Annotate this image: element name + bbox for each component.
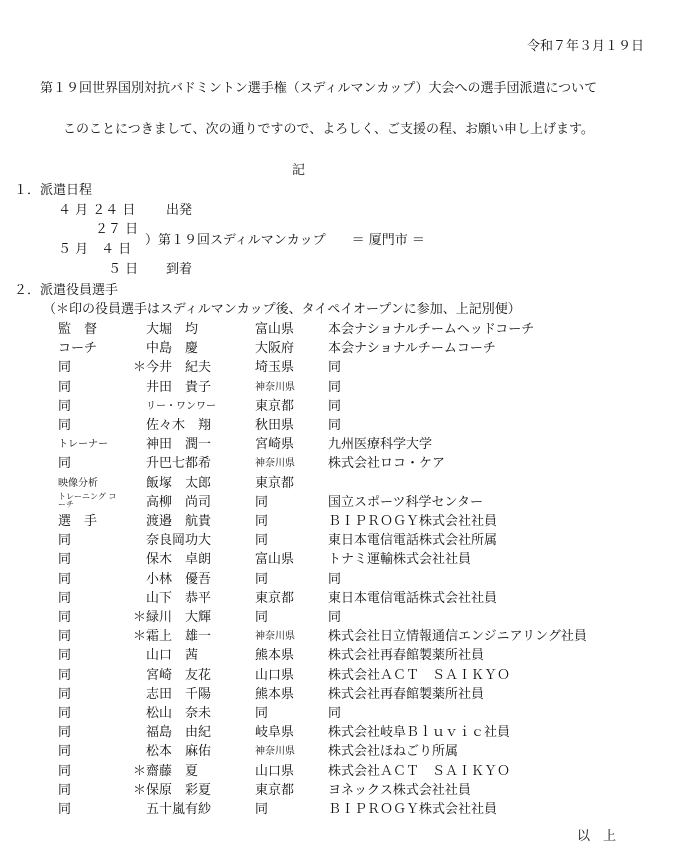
member-affiliation: ＢＩＰＲＯＧＹ株式会社社員 (328, 514, 498, 529)
member-affiliation: 株式会社ほねごり所属 (328, 744, 459, 759)
members-heading: ２．派遣役員選手 (14, 283, 119, 298)
member-affiliation: 九州医療科学大学 (328, 437, 433, 452)
member-role: トレーナー (58, 439, 108, 450)
document-date: 令和７年３月１９日 (527, 39, 645, 54)
member-affiliation: 同 (328, 572, 342, 587)
member-name: 宮崎 友花 (146, 668, 212, 683)
member-name: 高柳 尚司 (146, 495, 212, 510)
star-mark: ＊ (133, 360, 147, 375)
closing-text: 以 上 (577, 829, 617, 844)
member-role: トレーニング コーチ (58, 492, 117, 509)
member-row (0, 764, 688, 779)
member-row (0, 706, 688, 721)
member-name: 渡邉 航貴 (146, 514, 212, 529)
member-prefecture: 熊本県 (255, 687, 295, 702)
member-role: 同 (58, 725, 72, 740)
member-role: 同 (58, 648, 72, 663)
member-name: 大堀 均 (146, 322, 199, 337)
member-prefecture: 同 (255, 572, 269, 587)
member-affiliation: 株式会社ＡＣＴ ＳＡＩＫＹＯ (328, 764, 511, 779)
member-prefecture: 山口県 (255, 764, 295, 779)
member-name: 霜上 雄一 (146, 629, 212, 644)
member-prefecture: 熊本県 (255, 648, 295, 663)
member-row (0, 725, 688, 740)
member-name: 五十嵐有紗 (146, 802, 212, 817)
member-affiliation: 株式会社ＡＣＴ ＳＡＩＫＹＯ (328, 668, 511, 683)
member-affiliation: 同 (328, 360, 342, 375)
schedule-label-arrival: 到着 (166, 262, 193, 277)
member-row (0, 360, 688, 375)
member-prefecture: 東京都 (255, 591, 295, 606)
member-affiliation: 株式会社再春館製薬所社員 (328, 687, 485, 702)
member-name: 飯塚 太郎 (146, 476, 212, 491)
member-row (0, 514, 688, 529)
member-role: 同 (58, 744, 72, 759)
member-affiliation: ＢＩＰＲＯＧＹ株式会社社員 (328, 802, 498, 817)
member-role: 選 手 (58, 514, 98, 529)
member-affiliation: トナミ運輸株式会社社員 (328, 552, 472, 567)
member-role: 同 (58, 399, 72, 414)
member-name: 山下 恭平 (146, 591, 212, 606)
member-row (0, 744, 688, 759)
member-prefecture: 同 (255, 802, 269, 817)
member-name: 保木 卓朗 (146, 552, 212, 567)
ki-heading: 記 (292, 163, 306, 178)
member-affiliation: 同 (328, 380, 342, 395)
member-name: 山口 茜 (146, 648, 199, 663)
member-row (0, 668, 688, 683)
member-prefecture: 同 (255, 706, 269, 721)
member-affiliation: 東日本電信電話株式会社所属 (328, 533, 498, 548)
member-row (0, 476, 688, 491)
member-row (0, 380, 688, 395)
member-prefecture: 東京都 (255, 476, 295, 491)
member-role: 同 (58, 360, 72, 375)
member-affiliation: 株式会社再春館製薬所社員 (328, 648, 485, 663)
member-row (0, 399, 688, 414)
member-row (0, 610, 688, 625)
member-name: 小林 優吾 (146, 572, 212, 587)
schedule-heading: １．派遣日程 (14, 183, 93, 198)
member-name: 神田 潤一 (146, 437, 212, 452)
member-role: 同 (58, 629, 72, 644)
member-role: 同 (58, 552, 72, 567)
member-prefecture: 富山県 (255, 322, 295, 337)
member-row (0, 533, 688, 548)
member-affiliation: 東日本電信電話株式会社社員 (328, 591, 498, 606)
member-role: 同 (58, 802, 72, 817)
star-mark: ＊ (133, 764, 147, 779)
schedule-date-2: ２７ 日 (95, 222, 139, 237)
member-prefecture: 東京都 (255, 399, 295, 414)
member-name: 保原 彩夏 (146, 783, 212, 798)
member-row (0, 648, 688, 663)
member-role: 同 (58, 610, 72, 625)
member-name: 奈良岡功大 (146, 533, 212, 548)
member-name: 松山 奈未 (146, 706, 212, 721)
member-row (0, 629, 688, 644)
member-row (0, 687, 688, 702)
schedule-date-3: ５ 月 ４ 日 (58, 242, 132, 257)
member-prefecture: 同 (255, 495, 269, 510)
member-name: 井田 貴子 (146, 380, 212, 395)
member-affiliation: 同 (328, 399, 342, 414)
schedule-label-departure: 出発 (166, 203, 193, 218)
member-prefecture: 神奈川県 (255, 458, 295, 469)
member-row (0, 802, 688, 817)
member-prefecture: 神奈川県 (255, 631, 295, 642)
member-affiliation: ヨネックス株式会社社員 (328, 783, 471, 798)
member-role: 監 督 (58, 322, 98, 337)
member-prefecture: 同 (255, 514, 269, 529)
member-role: 同 (58, 668, 72, 683)
member-row (0, 572, 688, 587)
member-name: 中島 慶 (146, 341, 199, 356)
schedule-date-1: ４ 月 ２４ 日 (58, 203, 136, 218)
schedule-event: ）第１９回スディルマンカップ ＝ 厦門市 ＝ (145, 233, 425, 248)
member-name: 緑川 大輝 (146, 610, 212, 625)
member-prefecture: 富山県 (255, 552, 295, 567)
members-note: （＊印の役員選手はスディルマンカップ後、タイペイオープンに参加、上記別便） (43, 302, 521, 317)
member-row (0, 418, 688, 433)
member-role: 同 (58, 418, 72, 433)
member-role: 同 (58, 456, 72, 471)
member-role: 同 (58, 380, 72, 395)
member-name: 福島 由紀 (146, 725, 212, 740)
member-name: 志田 千陽 (146, 687, 212, 702)
star-mark: ＊ (133, 783, 147, 798)
member-prefecture: 岐阜県 (255, 725, 295, 740)
document-title: 第１９回世界国別対抗バドミントン選手権（スディルマンカップ）大会への選手団派遣について (40, 81, 598, 96)
member-row (0, 322, 688, 337)
member-affiliation: 株式会社岐阜Ｂｌｕｖｉｃ社員 (328, 725, 511, 740)
member-affiliation: 同 (328, 418, 342, 433)
member-prefecture: 埼玉県 (255, 360, 295, 375)
member-row (0, 492, 688, 510)
member-prefecture: 同 (255, 610, 269, 625)
member-prefecture: 宮崎県 (255, 437, 295, 452)
member-affiliation: 本会ナショナルチームコーチ (328, 341, 496, 356)
member-role: 同 (58, 764, 72, 779)
member-role: 同 (58, 783, 72, 798)
member-prefecture: 東京都 (255, 783, 295, 798)
member-role: 映像分析 (58, 478, 98, 489)
member-prefecture: 神奈川県 (255, 382, 295, 393)
member-prefecture: 同 (255, 533, 269, 548)
member-name: 佐々木 翔 (146, 418, 212, 433)
member-row (0, 456, 688, 471)
member-row (0, 341, 688, 356)
member-row (0, 591, 688, 606)
member-prefecture: 山口県 (255, 668, 295, 683)
member-role: 同 (58, 687, 72, 702)
member-prefecture: 大阪府 (255, 341, 295, 356)
member-name: 松本 麻佑 (146, 744, 212, 759)
member-role: 同 (58, 591, 72, 606)
member-affiliation: 国立スポーツ科学センター (328, 495, 483, 510)
member-role: 同 (58, 706, 72, 721)
member-name: 今井 紀夫 (146, 360, 212, 375)
member-name: 齋藤 夏 (146, 764, 199, 779)
member-affiliation: 株式会社日立情報通信エンジニアリング社員 (328, 629, 587, 644)
member-role: コーチ (58, 341, 98, 356)
member-row (0, 552, 688, 567)
member-role: 同 (58, 533, 72, 548)
member-row (0, 783, 688, 798)
member-name: 升巴七都希 (146, 456, 212, 471)
member-role: 同 (58, 572, 72, 587)
member-affiliation: 同 (328, 706, 342, 721)
member-prefecture: 神奈川県 (255, 746, 295, 757)
member-prefecture: 秋田県 (255, 418, 295, 433)
schedule-date-4: ５ 日 (108, 262, 139, 277)
member-affiliation: 株式会社ロコ・ケア (328, 456, 446, 471)
star-mark: ＊ (133, 610, 147, 625)
member-affiliation: 本会ナショナルチームヘッドコーチ (328, 322, 535, 337)
member-affiliation: 同 (328, 610, 342, 625)
member-name: リー・ワンワー (146, 401, 216, 412)
intro-text: このことにつきまして、次の通りですので、よろしく、ご支援の程、お願い申し上げます。 (63, 122, 594, 137)
star-mark: ＊ (133, 629, 147, 644)
member-row (0, 437, 688, 452)
